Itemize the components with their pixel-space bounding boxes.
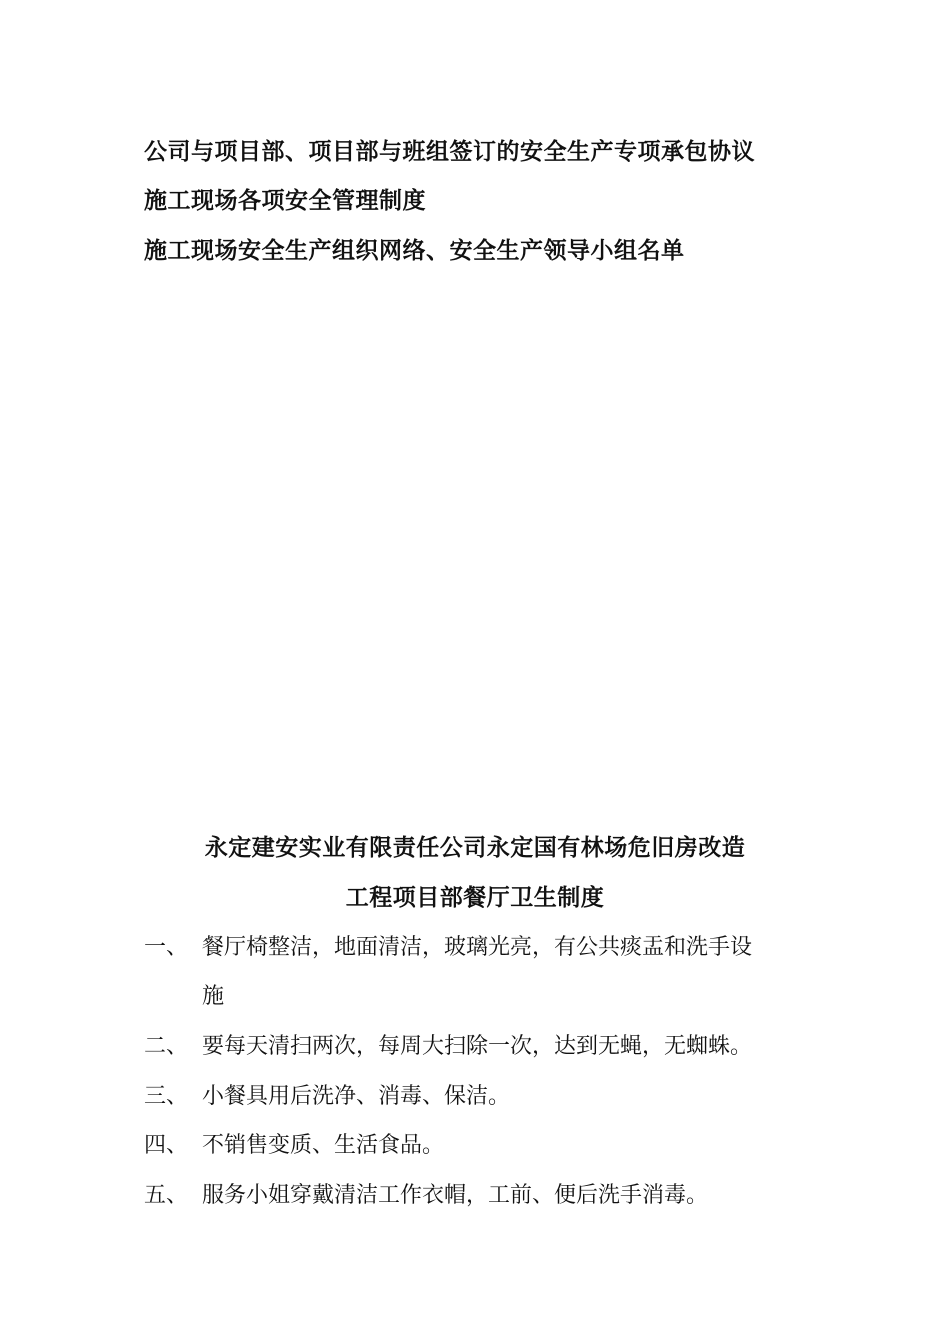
heading-contract-agreement: 公司与项目部、项目部与班组签订的安全生产专项承包协议 <box>144 138 755 165</box>
rule-number: 五、 <box>144 1183 189 1208</box>
document-title-line-2: 工程项目部餐厅卫生制度 <box>345 884 605 911</box>
rule-number: 一、 <box>144 935 189 960</box>
rule-number: 四、 <box>144 1133 189 1158</box>
rule-number: 三、 <box>144 1084 189 1109</box>
rule-number: 二、 <box>144 1034 189 1059</box>
rule-text: 小餐具用后洗净、消毒、保洁。 <box>202 1084 511 1109</box>
rule-text: 要每天清扫两次，每周大扫除一次，达到无蝇，无蜘蛛。 <box>202 1034 753 1059</box>
heading-safety-organization: 施工现场安全生产组织网络、安全生产领导小组名单 <box>144 237 685 264</box>
rule-text: 餐厅椅整洁，地面清洁，玻璃光亮，有公共痰盂和洗手设 <box>202 935 753 960</box>
rule-text: 服务小姐穿戴清洁工作衣帽，工前、便后洗手消毒。 <box>202 1183 709 1208</box>
document-title-line-1: 永定建安实业有限责任公司永定国有林场危旧房改造 <box>204 834 746 861</box>
heading-safety-rules: 施工现场各项安全管理制度 <box>144 187 426 214</box>
rule-text: 不销售变质、生活食品。 <box>202 1133 445 1158</box>
rule-text-continuation: 施 <box>202 984 225 1009</box>
